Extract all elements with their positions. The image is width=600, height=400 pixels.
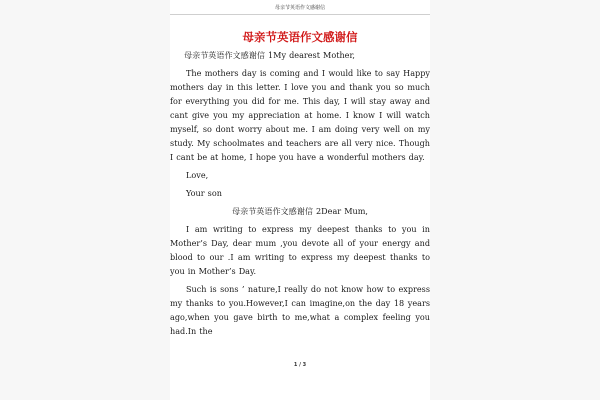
letter2-paragraph-2: Such is sons ’ nature,I really do not know how to express my thanks to you.However,I can imagine,on the day 18 years ago,when you gave birth to me,what a complex feeling you had.In the: [170, 284, 430, 336]
right-margin: [430, 0, 600, 400]
letter1-closing: Love,: [186, 170, 209, 180]
page-number: 1 / 3: [293, 362, 307, 368]
letter1-signature: Your son: [186, 188, 222, 198]
document-title: 母亲节英语作文感谢信: [242, 30, 358, 44]
letter1-body: The mothers day is coming and I would like to say Happy mothers day in this letter. I love you and thank you so much for everything you did for me. This day, I will stay away and cant give you my appreciation at home. I know I will watch myself, so dont worry about me. I am doing very well on my study. My schoolmates and teachers are all very nice. Though I cant be at home, I hope you have a wonderful mothers day.: [170, 68, 430, 162]
header-divider: [170, 14, 430, 15]
letter1-subtitle: 母亲节英语作文感谢信 1My dearest Mother,: [184, 50, 355, 60]
running-header: 母亲节英语作文感谢信: [274, 5, 325, 11]
letter2-paragraph-1: I am writing to express my deepest thanks to you in Mother’s Day, dear mum ,you devote all of your energy and blood to our .I am writing to express my deepest thanks to you in Mother’s Day.: [170, 224, 430, 276]
document-sheet: [170, 0, 430, 400]
letter2-subtitle: 母亲节英语作文感谢信 2Dear Mum,: [232, 206, 368, 216]
left-margin: [0, 0, 170, 400]
document-body: [170, 48, 430, 342]
